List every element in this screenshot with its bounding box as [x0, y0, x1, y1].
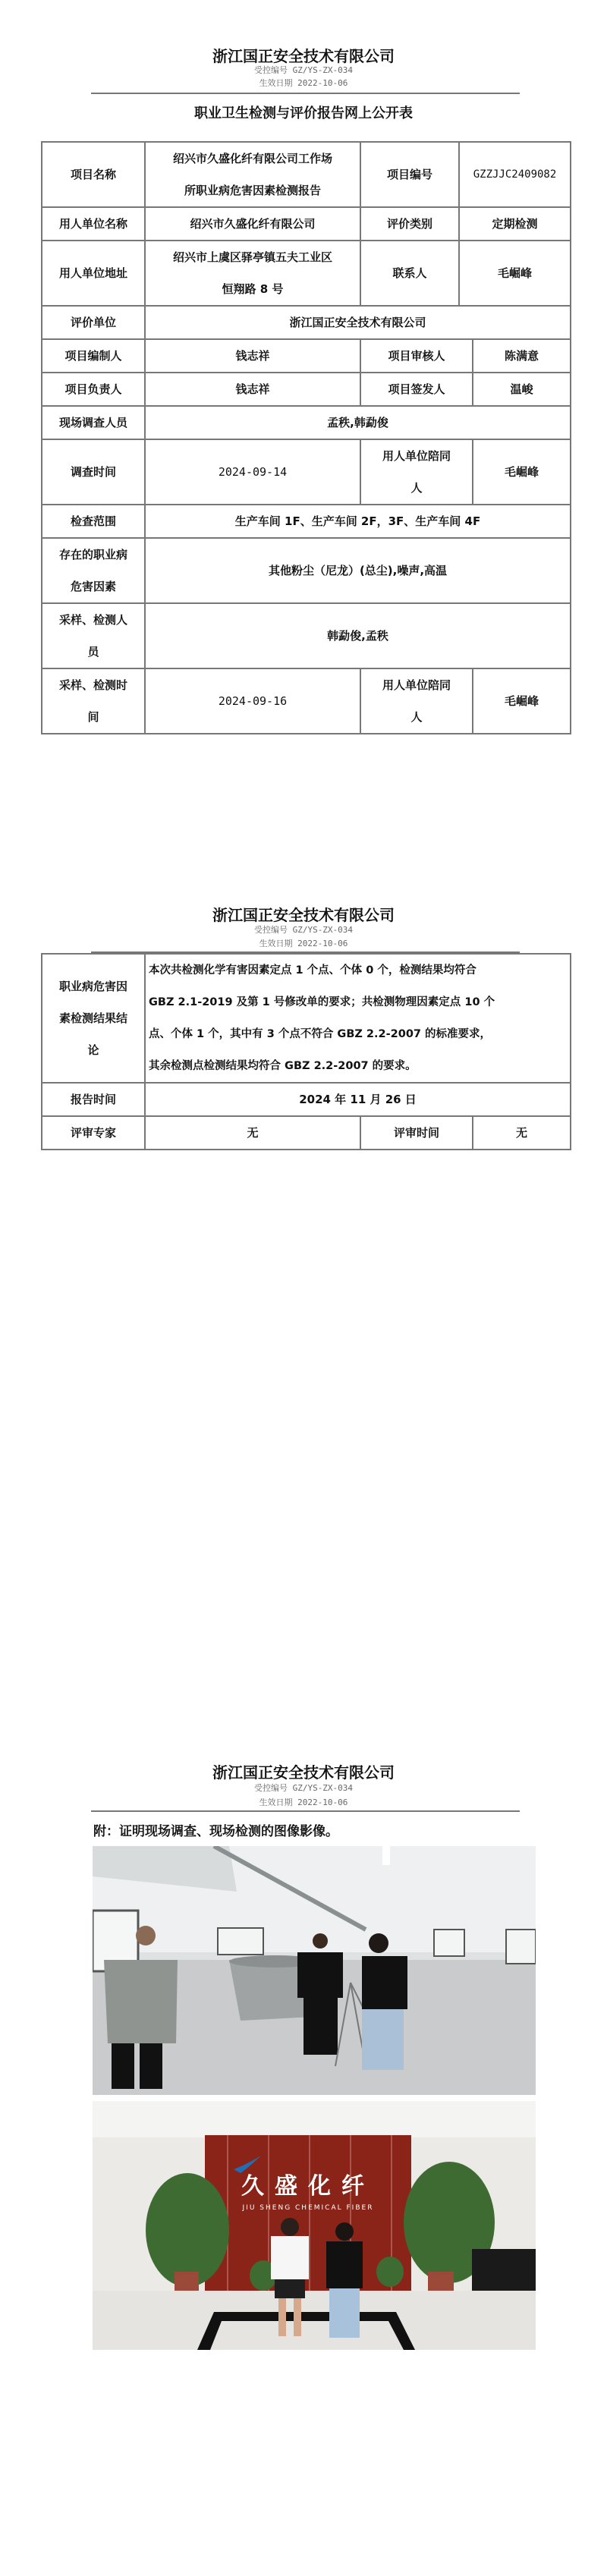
table-row — [42, 1116, 571, 1150]
label-cell: 项目负责人 — [42, 373, 145, 406]
value-cell: 2024-09-16 — [145, 668, 360, 734]
label-cell: 用人单位地址 — [42, 241, 145, 306]
table-row — [42, 954, 571, 1083]
company-header: 浙江国正安全技术有限公司 — [212, 906, 395, 924]
header-divider — [91, 93, 520, 94]
value-line: 所职业病危害因素检测报告 — [184, 184, 321, 197]
workshop-scene — [93, 1846, 536, 2095]
table-row — [42, 406, 571, 439]
label-cell: 评价单位 — [42, 306, 145, 339]
table-row — [42, 1083, 571, 1116]
label-line: 采样、检测人 — [58, 613, 127, 627]
value-cell: 无 — [473, 1116, 571, 1150]
label-line: 论 — [87, 1043, 99, 1057]
value-cell: 绍兴市久盛化纤有限公司 — [145, 207, 360, 241]
page-title: 职业卫生检测与评价报告网上公开表 — [194, 105, 413, 121]
attachment-caption: 附：证明现场调查、现场检测的图像影像。 — [93, 1824, 338, 1839]
company-header: 浙江国正安全技术有限公司 — [212, 1763, 395, 1782]
label-line: 素检测结果结 — [58, 1011, 127, 1025]
value-cell: 钱志祥 — [145, 339, 360, 373]
table-row — [42, 339, 571, 373]
label-line: 用人单位陪同 — [382, 678, 451, 692]
value-cell: 定期检测 — [459, 207, 571, 241]
label-cell: 项目签发人 — [360, 373, 473, 406]
table-row — [42, 505, 571, 538]
sign-chinese: 久盛化纤 — [241, 2173, 375, 2200]
label-line: 间 — [87, 710, 99, 724]
label-cell — [42, 954, 145, 1083]
value-cell: 韩勐俊,孟秩 — [145, 603, 571, 668]
label-line: 用人单位陪同 — [382, 449, 451, 463]
company-lobby-photo — [93, 2101, 536, 2350]
conclusion-line: GBZ 2.1-2019 及第 1 号修改单的要求；共检测物理因素定点 10 个 — [149, 996, 495, 1008]
label-cell: 项目名称 — [42, 142, 145, 207]
label-cell: 项目编号 — [360, 142, 459, 207]
label-cell — [42, 668, 145, 734]
label-line: 人 — [410, 481, 423, 495]
control-number: 受控编号 GZ/YS-ZX-034 — [253, 925, 354, 935]
value-cell: 毛崛峰 — [473, 668, 571, 734]
label-line: 人 — [410, 710, 423, 724]
table-row — [42, 538, 571, 603]
lobby-scene — [93, 2101, 536, 2350]
table-row — [42, 439, 571, 505]
label-cell — [360, 439, 473, 505]
label-cell: 评审时间 — [360, 1116, 473, 1150]
sign-english: JIU SHENG CHEMICAL FIBER — [242, 2204, 374, 2212]
header-divider — [91, 1810, 520, 1812]
value-cell: 无 — [145, 1116, 360, 1150]
value-cell: 2024 年 11 月 26 日 — [145, 1083, 571, 1116]
value-cell: 孟秩,韩勐俊 — [145, 406, 571, 439]
company-header: 浙江国正安全技术有限公司 — [212, 47, 395, 65]
table-row — [42, 207, 571, 241]
value-cell: GZZJJC2409082 — [459, 142, 571, 207]
label-cell: 项目审核人 — [360, 339, 473, 373]
label-cell: 报告时间 — [42, 1083, 145, 1116]
label-line: 采样、检测时 — [58, 678, 127, 692]
table-row — [42, 603, 571, 668]
value-cell: 其他粉尘（尼龙）(总尘),噪声,高温 — [145, 538, 571, 603]
label-line: 职业病危害因 — [58, 980, 127, 993]
value-line: 绍兴市久盛化纤有限公司工作场 — [172, 152, 332, 165]
conclusion-line: 其余检测点检测结果均符合 GBZ 2.2-2007 的要求。 — [149, 1060, 417, 1072]
value-cell — [145, 142, 360, 207]
value-cell — [145, 241, 360, 306]
label-line: 危害因素 — [70, 580, 116, 593]
label-cell: 检查范围 — [42, 505, 145, 538]
control-number: 受控编号 GZ/YS-ZX-034 — [253, 65, 354, 75]
control-number: 受控编号 GZ/YS-ZX-034 — [253, 1783, 354, 1793]
label-cell: 评审专家 — [42, 1116, 145, 1150]
label-cell: 项目编制人 — [42, 339, 145, 373]
value-cell: 毛崛峰 — [459, 241, 571, 306]
label-cell — [42, 603, 145, 668]
site-survey-photo — [93, 1846, 536, 2095]
label-cell: 评价类别 — [360, 207, 459, 241]
table-row — [42, 306, 571, 339]
label-cell: 现场调查人员 — [42, 406, 145, 439]
value-cell: 浙江国正安全技术有限公司 — [145, 306, 571, 339]
effective-date: 生效日期 2022-10-06 — [259, 939, 348, 948]
value-cell: 温峻 — [473, 373, 571, 406]
value-cell: 2024-09-14 — [145, 439, 360, 505]
effective-date: 生效日期 2022-10-06 — [259, 78, 348, 88]
value-cell: 生产车间 1F、生产车间 2F，3F、生产车间 4F — [145, 505, 571, 538]
table-row — [42, 668, 571, 734]
disclosure-table — [41, 141, 571, 734]
table-row — [42, 241, 571, 306]
conclusion-line: 点、个体 1 个，其中有 3 个点不符合 GBZ 2.2-2007 的标准要求， — [149, 1028, 492, 1040]
value-line: 绍兴市上虞区驿亭镇五夫工业区 — [172, 250, 332, 264]
conclusion-text — [145, 954, 571, 1083]
label-cell — [42, 538, 145, 603]
label-cell: 用人单位名称 — [42, 207, 145, 241]
label-cell: 联系人 — [360, 241, 459, 306]
value-line: 恒翔路 8 号 — [222, 282, 284, 296]
label-line: 员 — [87, 645, 99, 659]
results-table — [41, 953, 571, 1150]
label-cell: 调查时间 — [42, 439, 145, 505]
table-row — [42, 373, 571, 406]
effective-date: 生效日期 2022-10-06 — [259, 1798, 348, 1807]
label-line: 存在的职业病 — [58, 548, 127, 561]
value-cell: 陈满意 — [473, 339, 571, 373]
label-cell — [360, 668, 473, 734]
value-cell: 毛崛峰 — [473, 439, 571, 505]
conclusion-line: 本次共检测化学有害因素定点 1 个点、个体 0 个，检测结果均符合 — [149, 964, 476, 977]
value-cell: 钱志祥 — [145, 373, 360, 406]
table-row — [42, 142, 571, 207]
